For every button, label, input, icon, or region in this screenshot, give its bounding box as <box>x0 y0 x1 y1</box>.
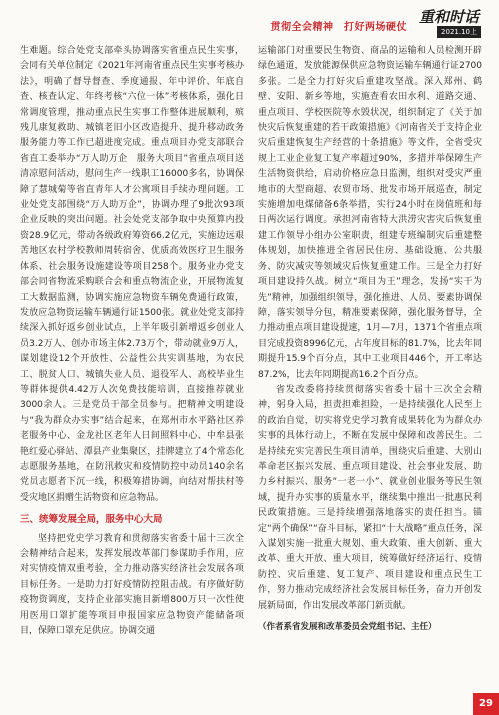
left-column <box>20 44 244 694</box>
paragraph: 运输部门对重要民生物资、商品的运输和人员检测开辟绿色通道，发放能源保供应急物资运输车辆通行证2700多张。二是全力打好灾后重建攻坚战。深入郑州、鹤壁、安阳、新乡等地，实施查看农田水利、道路交通、重点项目、学校医院等水毁状况，组织制定了《关于加快灾后恢复重建的若干政策措施》《河南省关于支持企业灾后重建恢复生产经营的十条措施》等文件，全省受灾规上工业企业复工复产率超过90%，多措并举保障生产生活物资供给，启动价格应急日监测，组织对受灾严重地市的大型商超、农贸市场、批发市场开展巡查，制定实施增加电煤储备6条举措，实行24小时在岗值班和每日两次运行调度。承担河南省特大洪涝灾害灾后恢复重建工作领导小组办公室职责，组建专班编制灾后重建整体规划，加快推进全省居民住房、基础设施、公共服务、防灾减灾等领域灾后恢复重建工作。三是全力打好项目建设持久战。树立“项目为王”理念，发扬“实干为先”精神，加强组织领导，强化推进、人员、要素协调保障，落实领导分包，精准要素保障，强化服务督导，全力推动重点项目建设提速，1月—7月，1371个省重点项目完成投资8996亿元，占年度目标的81.7%，比去年同期提升15.9个百分点，其中工业项目446个，开工率达87.2%，比去年同期提高16.2个百分点。 <box>258 46 482 380</box>
issue-badge: 2021.10上 <box>437 26 481 38</box>
article-body <box>20 44 482 694</box>
paragraph: 坚持把党史学习教育和贯彻落实省委十届十三次全会精神结合起来，发挥发展改革部门参谋助手作用，应对实情疫情双重考验，全力推动落实经济社会发展各项目标任务。一是助力打好疫情防控阻击战。有序做好防疫物资调度，支持企业部实施目新增800万只一次性使用医用口罩扩能等项目申报国家应急物资产能储备项目，保障口罩充足供应。协调交通 <box>20 533 244 637</box>
page-number-badge: 29 <box>473 693 499 715</box>
paragraph: 生难题。综合处党支部牵头协调落实省重点民生实事，会同有关单位制定《2021年河南省重点民生实事考核办法》，明确了督导督查、季度通报、年中评价、年底自查、核查认定、年终考核“六位一体”考核体系，强化日常调度管理，推动重点民生实事工作整体进展顺利，殡残儿康复救助、城镇老旧小区改造提升、提升移动政务服务能力等工作已超进度完成。重点项目办党支部联合省直工委举办“万人助万企 服务大项目”省重点项目送清凉慰问活动，慰问生产一线职工16000多名，协调保障了慧城菊等省直青年人才公寓项目手续办理问题。工业处党支部围绕“万人助万企”，协调办理了9批次93项企业反映的突出问题。社会处党支部争取中央预算内投资28.9亿元，带动各级政府筹资66.2亿元，实施边远艰苦地区农村学校教师周转宿舍、优质高效医疗卫生服务体系、社会服务设施建设等项目258个。服务业办党支部会同省物流采购联合会和重点物流企业，开展物流复工大数据监测，协调实施应急物资车辆免费通行政策，发放应急物资运输车辆通行证1500张。就业处党支部持续深入抓好返乡创业试点，上半年吸引新增返乡创业人员3.2万人、创办市场主体2.73万个，带动就业9万人，谋划建设12个开放性、公益性公共实训基地，为农民工、脱贫人口、城镇失业人员、退役军人、高校毕业生等群体提供4.42万人次免费技能培训，直接推荐就业3000余人。三是党员干部全员参与。把精神文明建设与“我为群众办实事”结合起来，在郑州市水平路社区养老服务中心、金龙社区老年人日间照料中心、中牟县张艳红爱心驿站、潭县产业集聚区，挂牌建立了4个常态化志愿服务基地，在防汛救灾和疫情防控中动员140余名党员志愿者下沉一线，积极筹措协调，向结对帮扶村等受灾地区捐赠生活物资和应急物品。 <box>20 46 244 503</box>
header-slogan: 贯彻全会精神 打好两场硬仗 <box>270 22 407 33</box>
right-column <box>258 44 482 694</box>
section-title: 三、统筹发展全局，服务中心大局 <box>20 514 163 526</box>
magazine-logo: 重和时话 <box>418 8 479 26</box>
author-note: （作者系省发展和改革委员会党组书记、主任） <box>258 622 437 633</box>
page-header <box>0 0 499 40</box>
paragraph: 省发改委将持续贯彻落实省委十届十三次全会精神，躬身入局，担责担难担险，一是持续强化人民至上的政治自觉，切实将党史学习教育成果转化为为群众办实事的具体行动上，不断在发展中保障和改善民生。二是持续充实完善民生项目清单，围绕灾后重建、大别山革命老区振兴发展、重点项目建设、社会事业发展、助力乡村振兴、服务“一老一小”、就业创业服务等民生领域，提升办实事的质量水平，继续集中推出一批惠民利民政策措施。三是持续增强落地落实的责任担当。锚定“两个确保”“奋斗目标，紧扣“十大战略”重点任务，深入谋划实施一批重大规划、重大政策、重大创新、重大改革、重大开放、重大项目，统筹做好经济运行、疫情防控、灾后重建、复工复产、项目建设和重点民生工作，努力推动完成经济社会发展目标任务，奋力开创发展新局面，作出发展改革部门新贡献。 <box>258 384 482 611</box>
